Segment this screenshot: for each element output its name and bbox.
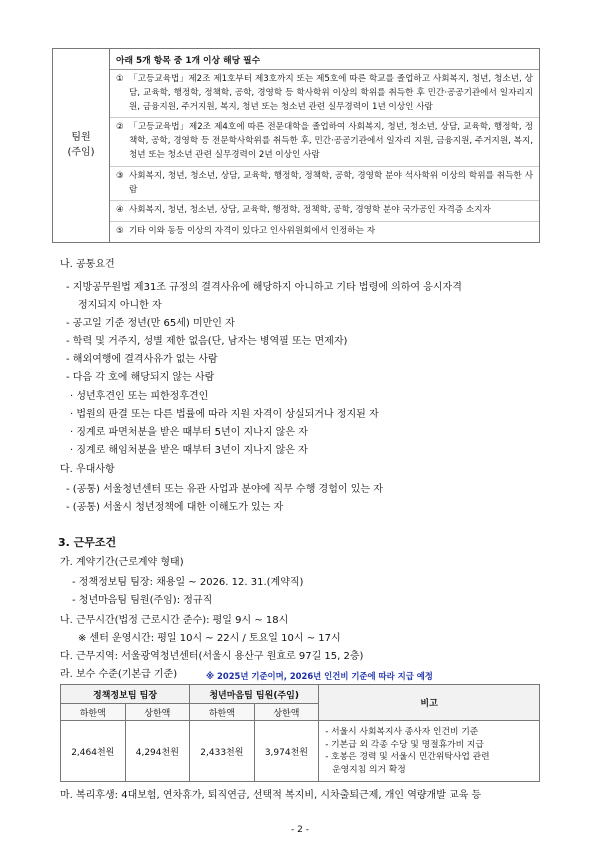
pay-sub-low: 하한액 <box>61 704 126 721</box>
pay-value: 2,464천원 <box>61 721 126 782</box>
work-b1: ※ 센터 운영시간: 평일 10시 ~ 22시 / 토요일 10시 ~ 17시 <box>78 633 341 644</box>
pay-sub-low: 하한액 <box>190 704 255 721</box>
item-number: ① <box>116 74 124 84</box>
item-text: 「고등교육법」제2조 제4호에 따른 전문대학을 졸업하여 사회복지, 청년, 청소년, 상담, 교육학, 행정학, 정책학, 공학, 경영학 등 전문학사학위를 취득한 후, 민간·공공기관에서 일자리 지원, 금융지원, 주거지원, 복지, 청년 또는 청소년 관련 실무경력이 2년 이상인 사람 <box>129 122 533 160</box>
qualification-table <box>52 48 540 243</box>
pref-title: 다. 우대사항 <box>60 464 115 475</box>
role-label: 팀원 <box>71 132 91 144</box>
item-number: ② <box>116 122 124 133</box>
qualification-header: 아래 5개 항목 중 1개 이상 해당 필수 <box>110 49 539 70</box>
pay-value: 4,294천원 <box>125 721 190 782</box>
common-title: 나. 공통요건 <box>60 259 115 270</box>
pref-line-2: - (공통) 서울시 청년정책에 대한 이해도가 있는 자 <box>66 502 284 513</box>
qualification-item <box>110 118 539 166</box>
pay-note: ※ 2025년 기준이며, 2026년 인건비 기준에 따라 지급 예정 <box>206 671 433 681</box>
pay-value: 3,974천원 <box>254 721 319 782</box>
pay-remark-line: - 호봉은 경력 및 서울시 민간위탁사업 관련 <box>325 752 490 762</box>
common-line-4: - 해외여행에 결격사유가 없는 사람 <box>66 354 218 365</box>
qualification-item <box>110 222 539 242</box>
item-text: 사회복지, 청년, 청소년, 상담, 교육학, 행정학, 정책학, 공학, 경영학 분야 국가공인 자격증 소지자 <box>129 205 491 216</box>
work-a1: - 정책정보팀 팀장: 채용일 ~ 2026. 12. 31.(계약직) <box>72 577 304 588</box>
pay-sub-high: 상한액 <box>125 704 190 721</box>
work-e: 마. 복리후생: 4대보험, 연차휴가, 퇴직연금, 선택적 복지비, 시차출퇴근제, 개인 역량개발 교육 등 <box>60 790 482 801</box>
pay-remarks <box>319 721 540 782</box>
item-number: ④ <box>116 205 124 216</box>
pay-header-team-member: 청년마음팀 팀원(주임) <box>190 685 319 704</box>
work-d: 라. 보수 수준(기본급 기준) <box>60 669 178 680</box>
work-a: 가. 계약기간(근로계약 형태) <box>60 557 184 568</box>
qualification-item <box>110 201 539 222</box>
common-line-3: - 학력 및 거주지, 성별 제한 없음(단, 남자는 병역필 또는 면제자) <box>66 336 348 347</box>
common-line-8: · 징계로 파면처분을 받은 때부터 5년이 지나지 않은 자 <box>70 427 308 438</box>
page-number: - 2 - <box>291 825 309 835</box>
pay-remark-line: 운영지침 의거 확정 <box>332 764 406 775</box>
common-line-1: - 지방공무원법 제31조 규정의 결격사유에 해당하지 아니하고 기타 법령에 의하여 응시자격 <box>66 282 462 293</box>
role-cell <box>53 49 110 243</box>
common-line-2: - 공고일 기준 정년(만 65세) 미만인 자 <box>66 318 235 329</box>
item-number: ⑤ <box>116 226 124 237</box>
pay-value: 2,433천원 <box>190 721 255 782</box>
qualification-item <box>110 167 539 202</box>
common-line-1b: 정지되지 아니한 자 <box>78 300 162 311</box>
pay-header-remarks: 비고 <box>319 685 540 721</box>
work-b: 나. 근무시간(법정 근로시간 준수): 평일 9시 ~ 18시 <box>60 615 289 626</box>
pay-header-team-leader: 정책정보팀 팀장 <box>61 685 190 704</box>
item-text: 사회복지, 청년, 청소년, 상담, 교육학, 행정학, 정책학, 공학, 경영학 분야 석사학위 이상의 학위를 취득한 사람 <box>129 170 533 195</box>
work-c: 다. 근무지역: 서울광역청년센터(서울시 용산구 원효로 97길 15, 2층) <box>60 651 364 662</box>
pay-remark-line: - 기본급 외 각종 수당 및 명절휴가비 지급 <box>325 739 484 750</box>
item-text: 「고등교육법」제2조 제1호부터 제3호까지 또는 제5호에 따른 학교를 졸업하고 사회복지, 청년, 청소년, 상담, 교육학, 행정학, 정책학, 공학, 경영학 등 학사학위 이상의 학위를 취득한 후 민간·공공기관에서 일자리지원, 금융지원, 주거지원, 복지, 청년 또는 청소년 관련 실무경력이 1년 이상인 사람 <box>129 74 533 112</box>
pay-table <box>60 684 540 782</box>
work-a2: - 청년마음팀 팀원(주임): 정규직 <box>72 595 213 606</box>
item-text: 기타 이와 동등 이상의 자격이 있다고 인사위원회에서 인정하는 자 <box>129 226 375 237</box>
qualification-item <box>110 70 539 118</box>
pref-line-1: - (공통) 서울청년센터 또는 유관 사업과 분야에 직무 수행 경험이 있는 자 <box>66 484 383 495</box>
common-line-7: · 법원의 판결 또는 다른 법률에 따라 지원 자격이 상실되거나 정지된 자 <box>70 409 379 420</box>
pay-remark-line: - 서울시 사회복지사 종사자 인건비 기준 <box>325 727 479 737</box>
common-line-6: · 성년후견인 또는 피한정후견인 <box>70 391 209 402</box>
pay-sub-high: 상한액 <box>254 704 319 721</box>
common-line-9: · 징계로 해임처분을 받은 때부터 3년이 지나지 않은 자 <box>70 445 308 456</box>
role-sub-label: (주임) <box>67 147 95 159</box>
common-line-5: - 다음 각 호에 해당되지 않는 사람 <box>66 372 215 383</box>
work-section-title: 3. 근무조건 <box>58 536 117 549</box>
item-number: ③ <box>116 170 124 181</box>
qualification-content <box>110 49 540 243</box>
